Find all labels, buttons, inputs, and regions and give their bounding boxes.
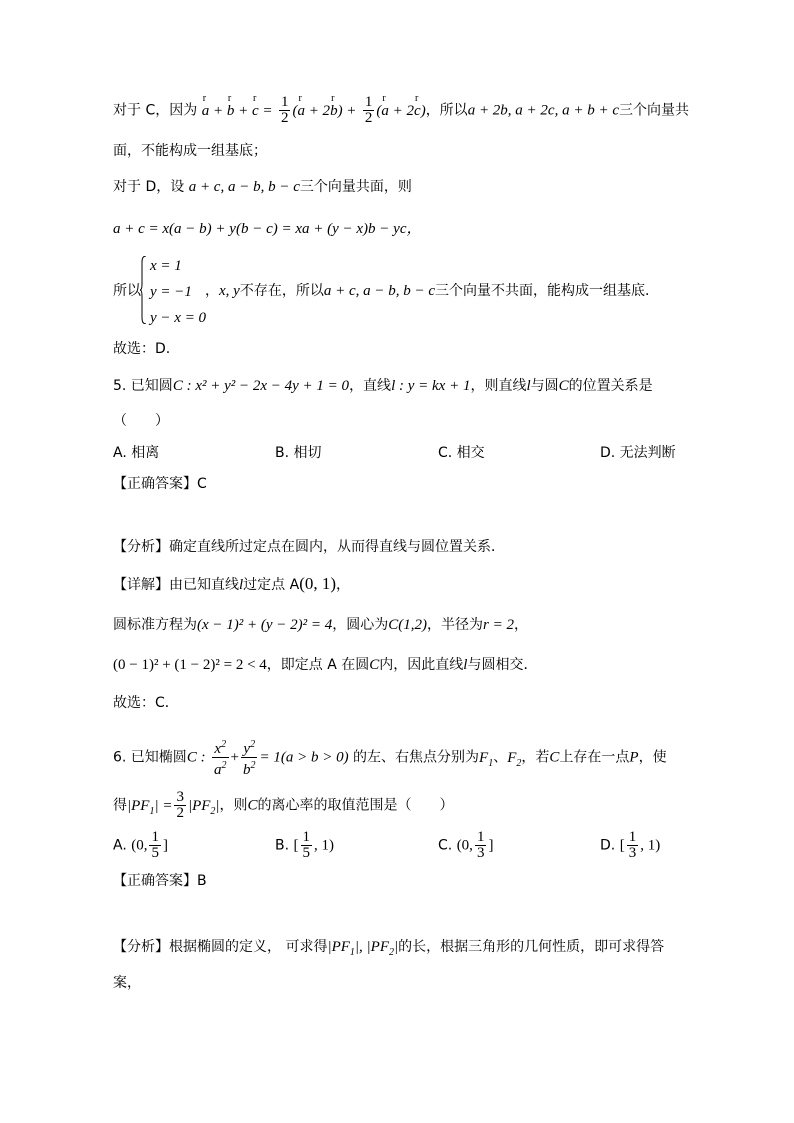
- center: C(1,2): [388, 617, 428, 633]
- var: l: [526, 378, 531, 394]
- fraction: $\frac{1}{5}$: [151, 829, 159, 861]
- text: 确定直线所过定点在圆内，从而得直线与圆位置关系．: [169, 539, 505, 555]
- label: 【正确答案】: [113, 476, 197, 492]
- text: 根据椭圆的定义， 可求得: [169, 939, 328, 955]
- text: 5. 已知圆: [113, 378, 173, 394]
- text: ，即定点 A 在圆: [266, 657, 370, 673]
- text: 的长，根据三角形的几何性质，即可求得答: [398, 939, 665, 955]
- question-5-paren: （ ）: [113, 413, 169, 429]
- text: 三个向量共面，则: [299, 179, 412, 195]
- text: 过定点 A: [243, 577, 300, 593]
- value: B: [197, 873, 207, 889]
- text: 得: [113, 797, 127, 814]
- line-equation: l : y = kx + 1: [391, 378, 471, 394]
- question-6-line2: [113, 790, 454, 823]
- label: 【分析】: [113, 939, 169, 955]
- section-d-line1: [113, 176, 412, 198]
- text: ，直线: [349, 378, 392, 394]
- text: 的位置关系是: [568, 378, 653, 394]
- analysis-6: [113, 936, 664, 964]
- detail-5-line1: [113, 573, 350, 596]
- text: 圆标准方程为: [113, 617, 197, 633]
- text: 对于 D，设: [113, 179, 185, 195]
- text: 由已知直线: [169, 577, 239, 593]
- brace-icon: [140, 256, 146, 324]
- vector-list: a + 2b, a + 2c, a + b + c: [467, 102, 619, 119]
- text: 的离心率的取值范围是（ ）: [257, 797, 454, 814]
- option-d: D. 无法判断: [600, 445, 676, 461]
- var: l: [463, 657, 468, 673]
- vector-sum: r a + r b + r c =: [202, 103, 273, 119]
- label: 【详解】: [113, 577, 169, 593]
- system-row: x = 1: [150, 258, 182, 274]
- ellipse-condition: = 1(a > b > 0): [259, 749, 349, 766]
- section-c-line2: 面，不能构成一组基底；: [113, 143, 267, 159]
- fraction: $\frac{1}{3}$: [628, 829, 637, 861]
- fraction: $\frac{x^2}{a^2}$: [214, 739, 227, 778]
- abs-pf1: $|PF_1|$ =: [127, 797, 173, 817]
- label: 【分析】: [113, 539, 169, 555]
- detail-5-line2: [113, 614, 528, 636]
- text: 与圆: [530, 378, 559, 394]
- answer-5: [113, 473, 207, 495]
- text: ，圆心为: [332, 617, 389, 633]
- fraction-half: $\frac{1}{2}$: [280, 94, 289, 126]
- system-row: y = −1: [150, 284, 192, 300]
- text: 不存在，所以: [239, 283, 324, 299]
- var: C :: [186, 749, 206, 766]
- section-d-conclusion: [205, 280, 649, 302]
- var: C: [549, 749, 560, 766]
- answer-4: 故选：D.: [113, 341, 171, 357]
- label: D.: [600, 837, 616, 854]
- text: 内，因此直线: [379, 657, 464, 673]
- option-b: B. 相切: [275, 445, 322, 461]
- radius: r = 2: [483, 617, 514, 633]
- text: ，半径为: [427, 617, 484, 633]
- system-row: y − x = 0: [150, 310, 207, 326]
- label: 【正确答案】: [113, 873, 197, 889]
- fraction: $\frac{y^2}{b^2}$: [242, 739, 256, 778]
- analysis-6-cont: 案，: [113, 975, 141, 991]
- text: ，: [205, 283, 219, 299]
- detail-5-line3: [113, 654, 537, 676]
- option-6c: C. (0, $\frac{1}{3}$ ]: [438, 829, 494, 861]
- abs-pf2: $|PF_2|$: [187, 797, 220, 817]
- text: 与圆相交．: [467, 657, 538, 673]
- option-c: C. 相交: [438, 445, 485, 461]
- text: ，所以: [425, 102, 468, 119]
- var: C: [247, 797, 258, 814]
- section-c-line1: [113, 95, 689, 126]
- vars: x, y: [219, 283, 240, 299]
- inequality: (0 − 1)² + (1 − 2)² = 2 < 4: [113, 657, 267, 673]
- focus-1: $F_1$: [479, 749, 494, 769]
- text: 对于 C，因为: [113, 102, 198, 119]
- focus-2: $F_2$: [507, 749, 522, 769]
- fraction: $\frac{1}{3}$: [476, 829, 485, 861]
- question-6: 6. 已知椭圆C : $\frac{x^2}{a^2}$ + $\frac{y^2}{b^2}$ = 1(a > b > 0) 的左、右焦点分别为$F_1$、$F_2$，若C上存在一点P，使: [113, 739, 667, 778]
- fraction-half: $\frac{1}{2}$: [364, 94, 373, 126]
- text: 、: [493, 749, 508, 766]
- fraction: $\frac{3}{2}$: [176, 789, 184, 821]
- option-a: A. 相离: [113, 445, 160, 461]
- expr: (r a + 2r b) +: [292, 103, 356, 119]
- abs-values: $|PF_1|$, $|PF_2|$: [327, 939, 399, 958]
- text: ，: [514, 617, 528, 633]
- analysis-5: [113, 536, 505, 558]
- expr: (r a + 2r c): [376, 103, 425, 119]
- text: 三个向量不共面，能构成一组基底.: [435, 283, 650, 299]
- var: C: [369, 657, 380, 673]
- vector-list: a + c, a − b, b − c: [323, 283, 436, 299]
- text: ，使: [638, 749, 667, 766]
- var: P: [629, 749, 639, 766]
- label: B.: [275, 837, 290, 854]
- section-d-system-prefix: 所以: [113, 283, 141, 299]
- circle-equation: C : x² + y² − 2x − 4y + 1 = 0: [172, 378, 350, 394]
- var: l: [239, 577, 244, 593]
- text: 6. 已知椭圆: [113, 749, 187, 766]
- equation-system: [150, 253, 206, 331]
- value: C: [197, 476, 207, 492]
- text: ，则直线: [470, 378, 527, 394]
- text: ，: [336, 577, 351, 593]
- final-5: 故选：C．: [113, 695, 179, 711]
- label: C.: [438, 837, 453, 854]
- section-d-equation: a + c = x(a − b) + y(b − c) = xa + (y − x)b − yc，: [113, 221, 422, 237]
- option-6a: A. (0, $\frac{1}{5}$ ]: [113, 829, 168, 861]
- option-6b: B. [ $\frac{1}{5}$ , 1): [275, 829, 335, 861]
- question-5: [113, 375, 653, 397]
- circle-standard-eq: (x − 1)² + (y − 2)² = 4: [197, 617, 333, 633]
- point: (0, 1): [299, 574, 337, 593]
- fraction: $\frac{1}{5}$: [302, 829, 311, 861]
- label: A.: [113, 837, 127, 854]
- text: 三个向量共: [619, 102, 689, 119]
- text: 上存在一点: [559, 749, 630, 766]
- answer-6: [113, 870, 207, 892]
- var: C: [558, 378, 569, 394]
- text: 的左、右焦点分别为: [353, 749, 480, 766]
- text: ，若: [521, 749, 550, 766]
- vector-list: a + c, a − b, b − c: [188, 179, 300, 195]
- option-6d: D. [ $\frac{1}{3}$ , 1): [600, 829, 661, 861]
- text: ，则: [219, 797, 248, 814]
